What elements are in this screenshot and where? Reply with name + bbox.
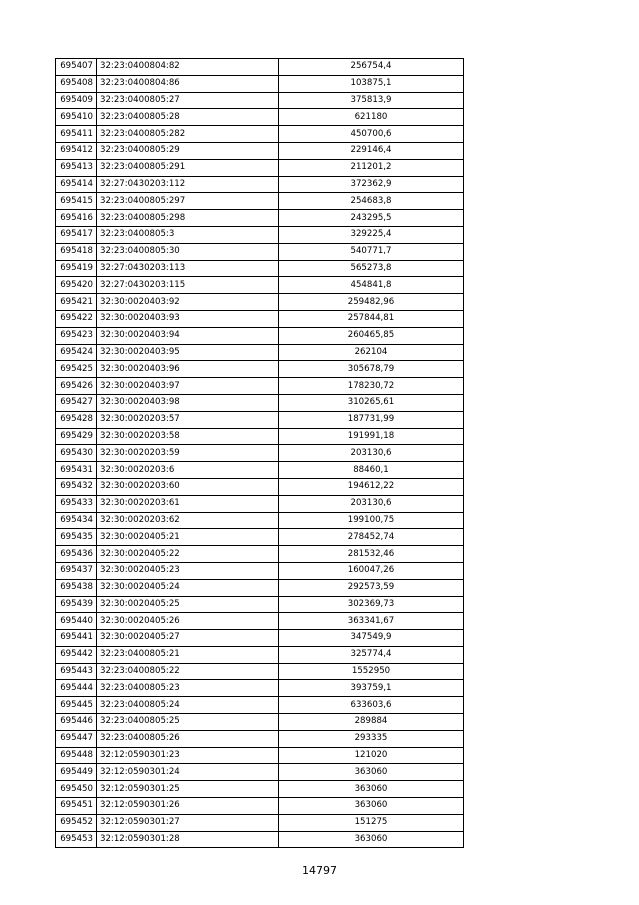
- table-row: [56, 562, 464, 579]
- row-id-cell: 695441: [56, 630, 97, 647]
- value-cell: 302369,73: [279, 596, 464, 613]
- row-id-cell: 695409: [56, 92, 97, 109]
- table-row: [56, 445, 464, 462]
- row-id-cell: 695422: [56, 310, 97, 327]
- row-id-cell: 695407: [56, 59, 97, 76]
- row-id-cell: 695425: [56, 361, 97, 378]
- value-cell: 633603,6: [279, 697, 464, 714]
- table-row: [56, 680, 464, 697]
- cadastral-number-cell: 32:30:0020403:98: [97, 394, 279, 411]
- cadastral-number-cell: 32:23:0400805:28: [97, 109, 279, 126]
- row-id-cell: 695421: [56, 294, 97, 311]
- cadastral-number-cell: 32:30:0020403:92: [97, 294, 279, 311]
- table-row: [56, 109, 464, 126]
- table-row: [56, 210, 464, 227]
- cadastral-number-cell: 32:30:0020403:93: [97, 310, 279, 327]
- value-cell: 450700,6: [279, 126, 464, 143]
- table-row: [56, 663, 464, 680]
- row-id-cell: 695451: [56, 798, 97, 815]
- row-id-cell: 695419: [56, 260, 97, 277]
- page-number: 14797: [302, 864, 337, 877]
- table-row: [56, 176, 464, 193]
- value-cell: 259482,96: [279, 294, 464, 311]
- value-cell: 363060: [279, 781, 464, 798]
- table-row: [56, 59, 464, 76]
- table-row: [56, 310, 464, 327]
- value-cell: 305678,79: [279, 361, 464, 378]
- cadastral-number-cell: 32:23:0400805:291: [97, 159, 279, 176]
- row-id-cell: 695428: [56, 411, 97, 428]
- table-row: [56, 512, 464, 529]
- value-cell: 393759,1: [279, 680, 464, 697]
- value-cell: 363341,67: [279, 613, 464, 630]
- table-row: [56, 747, 464, 764]
- row-id-cell: 695410: [56, 109, 97, 126]
- cadastral-number-cell: 32:30:0020203:59: [97, 445, 279, 462]
- table-row: [56, 159, 464, 176]
- table-row: [56, 495, 464, 512]
- cadastral-number-cell: 32:27:0430203:112: [97, 176, 279, 193]
- cadastral-number-cell: 32:30:0020405:22: [97, 546, 279, 563]
- row-id-cell: 695417: [56, 226, 97, 243]
- cadastral-number-cell: 32:23:0400805:24: [97, 697, 279, 714]
- value-cell: 565273,8: [279, 260, 464, 277]
- value-cell: 243295,5: [279, 210, 464, 227]
- value-cell: 160047,26: [279, 562, 464, 579]
- value-cell: 325774,4: [279, 646, 464, 663]
- cadastral-number-cell: 32:30:0020403:95: [97, 344, 279, 361]
- value-cell: 621180: [279, 109, 464, 126]
- value-cell: 540771,7: [279, 243, 464, 260]
- cadastral-number-cell: 32:23:0400805:298: [97, 210, 279, 227]
- value-cell: 103875,1: [279, 75, 464, 92]
- row-id-cell: 695450: [56, 781, 97, 798]
- row-id-cell: 695430: [56, 445, 97, 462]
- cadastral-number-cell: 32:23:0400805:27: [97, 92, 279, 109]
- table-row: [56, 226, 464, 243]
- cadastral-number-cell: 32:30:0020405:27: [97, 630, 279, 647]
- table-row: [56, 394, 464, 411]
- cadastral-number-cell: 32:23:0400805:26: [97, 730, 279, 747]
- value-cell: 278452,74: [279, 529, 464, 546]
- table-row: [56, 428, 464, 445]
- table-row: [56, 294, 464, 311]
- value-cell: 310265,61: [279, 394, 464, 411]
- table-row: [56, 142, 464, 159]
- row-id-cell: 695446: [56, 714, 97, 731]
- table-row: [56, 126, 464, 143]
- value-cell: 375813,9: [279, 92, 464, 109]
- value-cell: 191991,18: [279, 428, 464, 445]
- table-row: [56, 344, 464, 361]
- table-row: [56, 75, 464, 92]
- table-row: [56, 596, 464, 613]
- row-id-cell: 695431: [56, 462, 97, 479]
- cadastral-number-cell: 32:30:0020203:6: [97, 462, 279, 479]
- cadastral-number-cell: 32:27:0430203:115: [97, 277, 279, 294]
- row-id-cell: 695445: [56, 697, 97, 714]
- table-row: [56, 243, 464, 260]
- table-row: [56, 260, 464, 277]
- value-cell: 454841,8: [279, 277, 464, 294]
- row-id-cell: 695432: [56, 478, 97, 495]
- cadastral-number-cell: 32:12:0590301:24: [97, 764, 279, 781]
- row-id-cell: 695423: [56, 327, 97, 344]
- row-id-cell: 695452: [56, 814, 97, 831]
- value-cell: 262104: [279, 344, 464, 361]
- row-id-cell: 695426: [56, 378, 97, 395]
- table-row: [56, 378, 464, 395]
- table-row: [56, 781, 464, 798]
- value-cell: 121020: [279, 747, 464, 764]
- cadastral-number-cell: 32:12:0590301:25: [97, 781, 279, 798]
- row-id-cell: 695414: [56, 176, 97, 193]
- value-cell: 229146,4: [279, 142, 464, 159]
- cadastral-number-cell: 32:23:0400805:297: [97, 193, 279, 210]
- row-id-cell: 695439: [56, 596, 97, 613]
- table-row: [56, 814, 464, 831]
- cadastral-number-cell: 32:23:0400804:82: [97, 59, 279, 76]
- row-id-cell: 695436: [56, 546, 97, 563]
- table-row: [56, 730, 464, 747]
- value-cell: 257844,81: [279, 310, 464, 327]
- row-id-cell: 695415: [56, 193, 97, 210]
- cadastral-number-cell: 32:30:0020405:24: [97, 579, 279, 596]
- cadastral-number-cell: 32:30:0020203:60: [97, 478, 279, 495]
- row-id-cell: 695433: [56, 495, 97, 512]
- value-cell: 363060: [279, 831, 464, 848]
- row-id-cell: 695444: [56, 680, 97, 697]
- value-cell: 363060: [279, 764, 464, 781]
- table-row: [56, 529, 464, 546]
- cadastral-number-cell: 32:12:0590301:28: [97, 831, 279, 848]
- table-row: [56, 277, 464, 294]
- table-row: [56, 697, 464, 714]
- table-row: [56, 630, 464, 647]
- cadastral-number-cell: 32:30:0020203:61: [97, 495, 279, 512]
- data-table-body: [56, 59, 464, 848]
- value-cell: 187731,99: [279, 411, 464, 428]
- row-id-cell: 695411: [56, 126, 97, 143]
- value-cell: 194612,22: [279, 478, 464, 495]
- row-id-cell: 695424: [56, 344, 97, 361]
- row-id-cell: 695434: [56, 512, 97, 529]
- table-row: [56, 361, 464, 378]
- row-id-cell: 695447: [56, 730, 97, 747]
- cadastral-number-cell: 32:12:0590301:26: [97, 798, 279, 815]
- table-row: [56, 798, 464, 815]
- cadastral-number-cell: 32:23:0400805:21: [97, 646, 279, 663]
- cadastral-number-cell: 32:30:0020203:62: [97, 512, 279, 529]
- value-cell: 292573,59: [279, 579, 464, 596]
- table-row: [56, 327, 464, 344]
- value-cell: 203130,6: [279, 495, 464, 512]
- row-id-cell: 695443: [56, 663, 97, 680]
- row-id-cell: 695427: [56, 394, 97, 411]
- row-id-cell: 695418: [56, 243, 97, 260]
- row-id-cell: 695437: [56, 562, 97, 579]
- cadastral-number-cell: 32:30:0020203:57: [97, 411, 279, 428]
- table-row: [56, 546, 464, 563]
- row-id-cell: 695412: [56, 142, 97, 159]
- table-row: [56, 92, 464, 109]
- row-id-cell: 695408: [56, 75, 97, 92]
- value-cell: 329225,4: [279, 226, 464, 243]
- cadastral-number-cell: 32:30:0020403:96: [97, 361, 279, 378]
- value-cell: 372362,9: [279, 176, 464, 193]
- cadastral-number-cell: 32:30:0020403:97: [97, 378, 279, 395]
- cadastral-number-cell: 32:30:0020405:23: [97, 562, 279, 579]
- value-cell: 363060: [279, 798, 464, 815]
- table-row: [56, 764, 464, 781]
- cadastral-number-cell: 32:23:0400805:3: [97, 226, 279, 243]
- row-id-cell: 695435: [56, 529, 97, 546]
- value-cell: 256754,4: [279, 59, 464, 76]
- row-id-cell: 695453: [56, 831, 97, 848]
- table-row: [56, 193, 464, 210]
- value-cell: 151275: [279, 814, 464, 831]
- table-row: [56, 714, 464, 731]
- row-id-cell: 695449: [56, 764, 97, 781]
- value-cell: 203130,6: [279, 445, 464, 462]
- row-id-cell: 695416: [56, 210, 97, 227]
- cadastral-number-cell: 32:30:0020405:21: [97, 529, 279, 546]
- cadastral-number-cell: 32:27:0430203:113: [97, 260, 279, 277]
- value-cell: 211201,2: [279, 159, 464, 176]
- value-cell: 254683,8: [279, 193, 464, 210]
- row-id-cell: 695438: [56, 579, 97, 596]
- value-cell: 260465,85: [279, 327, 464, 344]
- cadastral-number-cell: 32:30:0020203:58: [97, 428, 279, 445]
- table-row: [56, 831, 464, 848]
- row-id-cell: 695448: [56, 747, 97, 764]
- cadastral-number-cell: 32:23:0400805:29: [97, 142, 279, 159]
- value-cell: 199100,75: [279, 512, 464, 529]
- table-row: [56, 579, 464, 596]
- value-cell: 178230,72: [279, 378, 464, 395]
- cadastral-number-cell: 32:12:0590301:23: [97, 747, 279, 764]
- data-table: [55, 58, 464, 848]
- value-cell: 1552950: [279, 663, 464, 680]
- value-cell: 289884: [279, 714, 464, 731]
- cadastral-number-cell: 32:23:0400805:282: [97, 126, 279, 143]
- cadastral-number-cell: 32:30:0020405:25: [97, 596, 279, 613]
- cadastral-number-cell: 32:23:0400805:22: [97, 663, 279, 680]
- cadastral-number-cell: 32:23:0400805:23: [97, 680, 279, 697]
- table-row: [56, 462, 464, 479]
- value-cell: 347549,9: [279, 630, 464, 647]
- table-row: [56, 411, 464, 428]
- value-cell: 88460,1: [279, 462, 464, 479]
- row-id-cell: 695413: [56, 159, 97, 176]
- cadastral-number-cell: 32:23:0400804:86: [97, 75, 279, 92]
- row-id-cell: 695420: [56, 277, 97, 294]
- cadastral-number-cell: 32:30:0020403:94: [97, 327, 279, 344]
- value-cell: 293335: [279, 730, 464, 747]
- cadastral-number-cell: 32:30:0020405:26: [97, 613, 279, 630]
- cadastral-number-cell: 32:12:0590301:27: [97, 814, 279, 831]
- table-row: [56, 478, 464, 495]
- row-id-cell: 695429: [56, 428, 97, 445]
- table-row: [56, 646, 464, 663]
- cadastral-number-cell: 32:23:0400805:25: [97, 714, 279, 731]
- value-cell: 281532,46: [279, 546, 464, 563]
- row-id-cell: 695442: [56, 646, 97, 663]
- row-id-cell: 695440: [56, 613, 97, 630]
- cadastral-number-cell: 32:23:0400805:30: [97, 243, 279, 260]
- table-row: [56, 613, 464, 630]
